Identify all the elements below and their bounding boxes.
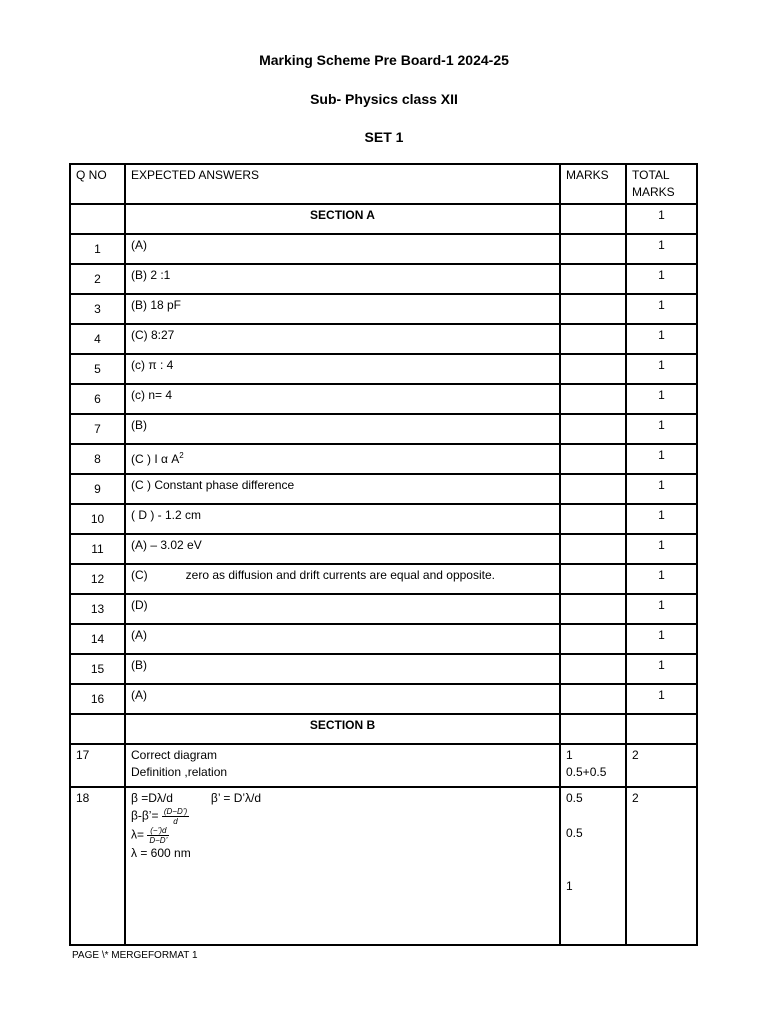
section-b-title: SECTION B	[125, 714, 560, 744]
answer-text: (C) 8:27	[131, 328, 175, 342]
answer-cell	[125, 264, 560, 294]
answer-line: Definition ,relation	[131, 765, 228, 779]
total-marks-cell: 1	[626, 594, 697, 624]
answer-cell	[125, 684, 560, 714]
empty-cell	[70, 714, 125, 744]
marks-cell	[560, 684, 626, 714]
formula-beta-prime: β’ = D’λ/d	[210, 791, 262, 805]
empty-cell	[70, 204, 125, 234]
question-number: 18	[70, 787, 125, 945]
question-number: 2	[70, 264, 125, 294]
question-number: 8	[70, 444, 125, 474]
superscript: 2	[179, 451, 184, 460]
marks-value: 1	[566, 879, 573, 893]
marks-cell	[560, 234, 626, 264]
total-marks-cell: 1	[626, 534, 697, 564]
empty-cell	[560, 204, 626, 234]
fraction-numerator: (−’)d	[147, 826, 169, 836]
marks-cell	[560, 534, 626, 564]
marks-cell	[560, 414, 626, 444]
answer-cell	[125, 504, 560, 534]
question-number: 3	[70, 294, 125, 324]
page-footer: PAGE \* MERGEFORMAT 1	[72, 950, 198, 961]
table-row	[70, 564, 697, 594]
marks-value: 0.5	[566, 791, 583, 805]
answer-cell	[125, 534, 560, 564]
table-row	[70, 234, 697, 264]
answer-text: (B) 2 :1	[131, 268, 171, 282]
answer-cell	[125, 354, 560, 384]
question-number: 9	[70, 474, 125, 504]
table-row	[70, 504, 697, 534]
answer-cell	[125, 294, 560, 324]
total-marks-cell: 1	[626, 354, 697, 384]
empty-cell	[626, 714, 697, 744]
fraction-denominator: D−D’	[149, 836, 168, 845]
header-marks: MARKS	[560, 164, 626, 204]
total-marks-cell: 1	[626, 294, 697, 324]
marks-cell	[560, 264, 626, 294]
total-marks-cell: 2	[626, 787, 697, 945]
answer-text: (A)	[131, 628, 147, 642]
question-number: 12	[70, 564, 125, 594]
set-label: SET 1	[364, 129, 404, 145]
fraction	[162, 807, 189, 826]
question-number: 10	[70, 504, 125, 534]
header-expected-answers: EXPECTED ANSWERS	[125, 164, 560, 204]
answer-text: (c) n= 4	[131, 388, 173, 402]
answer-cell	[125, 324, 560, 354]
header-total-marks: TOTAL MARKS	[626, 164, 697, 204]
total-marks-cell: 1	[626, 384, 697, 414]
answer-cell	[125, 594, 560, 624]
formula-line	[131, 807, 554, 826]
answer-text: (B) 18 pF	[131, 298, 182, 312]
marking-scheme-table	[69, 163, 698, 946]
question-number: 15	[70, 654, 125, 684]
table-row	[70, 294, 697, 324]
fraction-numerator: (D−D’)	[163, 807, 188, 816]
table-row	[70, 264, 697, 294]
question-number: 6	[70, 384, 125, 414]
answer-text: (c) π : 4	[131, 358, 174, 372]
answer-cell	[125, 474, 560, 504]
question-number: 16	[70, 684, 125, 714]
answer-text: (D)	[131, 598, 148, 612]
total-marks-cell: 1	[626, 414, 697, 444]
table-row	[70, 654, 697, 684]
marks-cell	[560, 624, 626, 654]
marks-cell	[560, 324, 626, 354]
marks-cell	[560, 744, 626, 787]
question-number: 5	[70, 354, 125, 384]
answer-cell	[125, 234, 560, 264]
total-marks-cell: 2	[626, 744, 697, 787]
question-number: 4	[70, 324, 125, 354]
formula-line	[131, 790, 554, 807]
section-a-title: SECTION A	[125, 204, 560, 234]
fraction-denominator: d	[173, 817, 178, 826]
question-number: 11	[70, 534, 125, 564]
marks-cell	[560, 474, 626, 504]
answer-cell	[125, 564, 560, 594]
question-number: 13	[70, 594, 125, 624]
fraction	[147, 826, 169, 845]
total-marks-cell: 1	[626, 324, 697, 354]
total-marks-cell: 1	[626, 564, 697, 594]
answer-text: (B)	[131, 658, 147, 672]
formula-prefix: β-β’=	[131, 808, 159, 823]
answer-cell	[125, 787, 560, 945]
answer-cell	[125, 624, 560, 654]
table-row	[70, 684, 697, 714]
marks-value: 1	[566, 748, 573, 762]
question-number: 17	[70, 744, 125, 787]
answer-text: (C ) I α A	[131, 452, 180, 466]
table-row	[70, 594, 697, 624]
marks-cell	[560, 564, 626, 594]
answer-cell	[125, 414, 560, 444]
marks-cell	[560, 654, 626, 684]
formula-line	[131, 826, 554, 845]
table-row	[70, 384, 697, 414]
total-marks-cell: 1	[626, 684, 697, 714]
table-row	[70, 414, 697, 444]
section-b-row	[70, 714, 697, 744]
total-marks-cell: 1	[626, 444, 697, 474]
table-row	[70, 534, 697, 564]
answer-cell	[125, 384, 560, 414]
subject-line: Sub- Physics class XII	[310, 91, 458, 107]
marks-cell	[560, 444, 626, 474]
formula-beta: β =Dλ/d	[131, 791, 173, 805]
answer-text: (A) – 3.02 eV	[131, 538, 202, 552]
total-marks-cell: 1	[626, 264, 697, 294]
answer-text: (C ) Constant phase difference	[131, 478, 295, 492]
answer-cell	[125, 654, 560, 684]
question-number: 14	[70, 624, 125, 654]
total-marks-cell: 1	[626, 474, 697, 504]
answer-cell	[125, 444, 560, 474]
question-number: 7	[70, 414, 125, 444]
marks-cell	[560, 504, 626, 534]
section-a-total: 1	[626, 204, 697, 234]
marks-cell	[560, 354, 626, 384]
table-row	[70, 474, 697, 504]
answer-text: (B)	[131, 418, 147, 432]
total-marks-cell: 1	[626, 654, 697, 684]
answer-cell	[125, 744, 560, 787]
answer-text: (A)	[131, 238, 147, 252]
document-title: Marking Scheme Pre Board-1 2024-25	[259, 52, 509, 68]
answer-text: (A)	[131, 688, 147, 702]
answer-text: zero as diffusion and drift currents are equal and opposite.	[185, 568, 495, 582]
marks-cell	[560, 384, 626, 414]
table-header-row	[70, 164, 697, 204]
section-a-row	[70, 204, 697, 234]
question-row-17	[70, 744, 697, 787]
empty-cell	[560, 714, 626, 744]
marks-cell	[560, 294, 626, 324]
formula-result: λ = 600 nm	[131, 846, 191, 860]
answer-text: ( D ) - 1.2 cm	[131, 508, 202, 522]
answer-line: Correct diagram	[131, 748, 218, 762]
total-marks-cell: 1	[626, 504, 697, 534]
marks-value: 0.5+0.5	[566, 765, 607, 779]
marks-cell	[560, 594, 626, 624]
total-marks-cell: 1	[626, 624, 697, 654]
table-row	[70, 624, 697, 654]
header-qno: Q NO	[70, 164, 125, 204]
table-row	[70, 324, 697, 354]
question-row-18	[70, 787, 697, 945]
answer-option: (C)	[131, 568, 148, 582]
total-marks-cell: 1	[626, 234, 697, 264]
table-row	[70, 444, 697, 474]
table-row	[70, 354, 697, 384]
marks-cell	[560, 787, 626, 945]
question-number: 1	[70, 234, 125, 264]
marks-value: 0.5	[566, 826, 583, 840]
formula-prefix: λ=	[131, 827, 145, 842]
